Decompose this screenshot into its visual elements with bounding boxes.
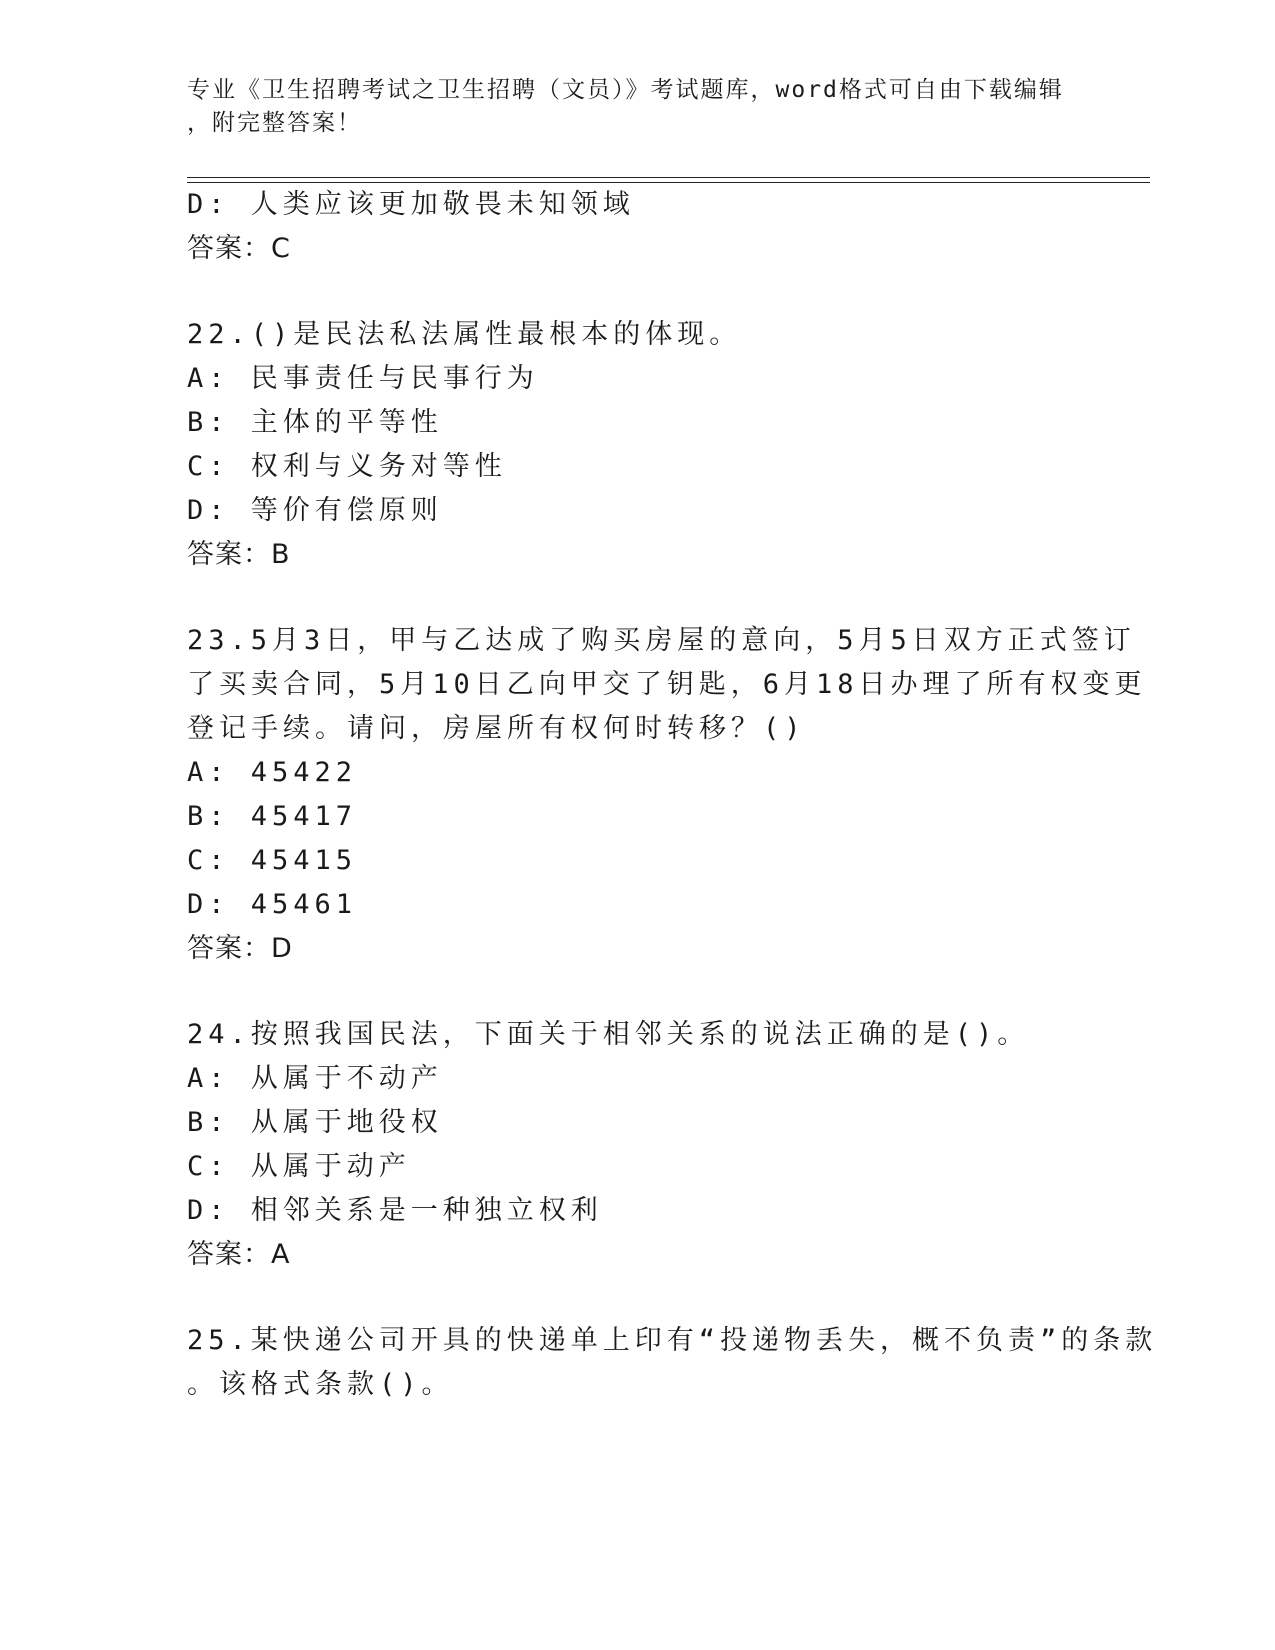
question-22-stem: 22.()是民法私法属性最根本的体现。 [187,319,742,350]
question-23-stem-line-2: 了买卖合同，5月10日乙向甲交了钥匙，6月18日办理了所有权变更 [187,669,1147,700]
question-23-stem-line-3: 登记手续。请问，房屋所有权何时转移？() [187,713,806,744]
question-24-option-c: C: 从属于动产 [187,1151,411,1182]
question-25-stem-line-1: 25.某快递公司开具的快递单上印有“投递物丢失，概不负责”的条款 [187,1325,1158,1356]
question-23-stem-line-1: 23.5月3日，甲与乙达成了购买房屋的意向，5月5日双方正式签订 [187,625,1136,656]
question-25-stem-line-2: 。该格式条款()。 [187,1369,454,1400]
question-23-option-a: A: 45422 [187,757,358,788]
question-23-answer: 答案：D [187,933,293,964]
question-23-option-c: C: 45415 [187,845,358,876]
question-23-option-b: B: 45417 [187,801,358,832]
question-22-option-d: D: 等价有偿原则 [187,495,443,526]
header-divider-bottom [187,182,1150,183]
document-header [187,74,1087,140]
question-24-answer: 答案：A [187,1239,291,1270]
question-24-option-d: D: 相邻关系是一种独立权利 [187,1195,603,1226]
option-d: D: 人类应该更加敬畏未知领域 [187,189,635,220]
answer: 答案：C [187,233,291,264]
question-24-option-a: A: 从属于不动产 [187,1063,443,1094]
header-line-2: ，附完整答案！ [187,110,362,136]
question-24-option-b: B: 从属于地役权 [187,1107,443,1138]
question-23-option-d: D: 45461 [187,889,358,920]
question-22-option-a: A: 民事责任与民事行为 [187,363,539,394]
header-line-1: 专业《卫生招聘考试之卫生招聘（文员）》考试题库，word格式可自由下载编辑 [187,77,1064,103]
question-22-option-b: B: 主体的平等性 [187,407,443,438]
header-divider-top [187,177,1150,178]
question-22-answer: 答案：B [187,539,291,570]
question-24-stem: 24.按照我国民法，下面关于相邻关系的说法正确的是()。 [187,1019,1030,1050]
question-22-option-c: C: 权利与义务对等性 [187,451,507,482]
